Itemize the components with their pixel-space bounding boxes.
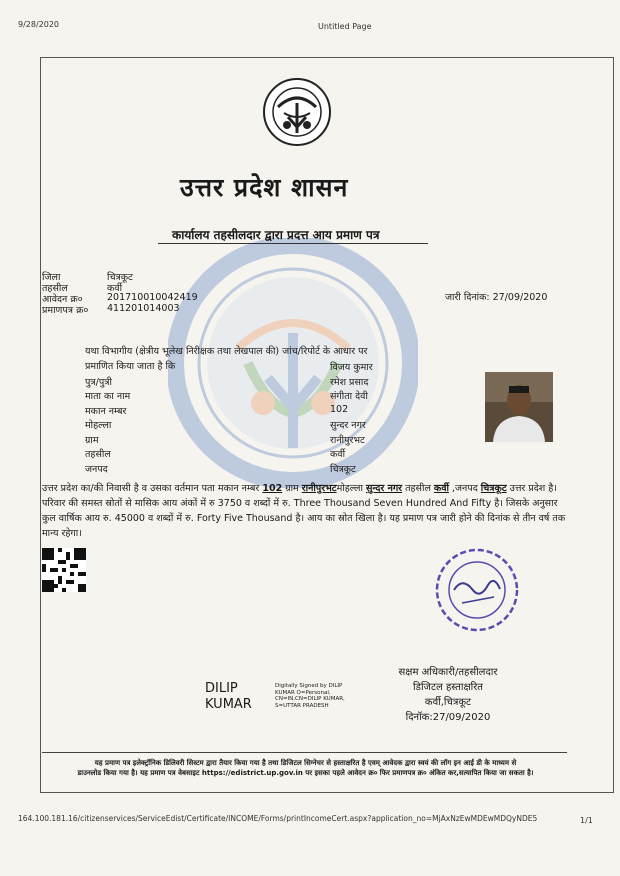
para-village: रानीपुरभट <box>301 483 337 494</box>
digital-sign-line: KUMAR O=Personal, <box>275 689 331 696</box>
detail-label: मोहल्ला <box>85 420 112 431</box>
detail-label: ग्राम <box>85 434 99 446</box>
detail-label: तहसील <box>85 449 111 460</box>
para-text: ,जनपद <box>448 483 481 494</box>
print-page-title: Untitled Page <box>318 22 372 31</box>
footer-line: यह प्रमाण पत्र इलेक्ट्रॉनिक डिलिवरी सिस्टम द्वारा तैयार किया गया है तथा डिजिटल सिग्नेचर से हस्ताक्षरित है एवम् आवेदक द्वारा स्वयं की लॉग इन आई डी के माध्यम से <box>94 759 517 767</box>
detail-label <box>85 360 330 375</box>
info-value: 411201014003 <box>107 303 180 314</box>
info-label: तहसील <box>42 283 68 294</box>
info-label: जिला <box>42 272 61 283</box>
detail-value: संगीता देवी <box>330 391 368 402</box>
footer-divider <box>42 752 567 753</box>
info-block <box>42 270 198 314</box>
footer-line: डाउनलोड किया गया है। यह प्रमाण पत्र वेबसाइट https://edistrict.up.gov.in पर इसका पहले आवेदन क्र० फिर प्रमाणपत्र क्र० अंकित कर,सत्यापित किया जा सकता है। <box>77 769 534 777</box>
info-label: प्रमाणपत्र क्र० <box>42 305 89 316</box>
print-url: 164.100.181.16/citizenservices/ServiceEdist/Certificate/INCOME/Forms/printIncomeCert.aspx?application_no=MjAxNzEwMDEwMDQyNDE5 <box>18 814 538 823</box>
print-date: 9/28/2020 <box>18 20 60 29</box>
detail-label: माता का नाम <box>85 391 131 402</box>
signer-name-line: KUMAR <box>205 697 252 712</box>
para-mohalla: सुन्दर नगर <box>365 483 403 494</box>
table-row <box>85 462 373 477</box>
authority-line: सक्षम अधिकारी/तहसीलदार <box>398 667 498 678</box>
detail-value: रमेश प्रसाद <box>330 376 369 388</box>
para-house: 102 <box>262 483 283 494</box>
detail-value: कर्वी <box>330 449 346 460</box>
table-row <box>85 418 373 433</box>
authority-line: कर्वी,चित्रकूट <box>424 697 472 708</box>
qr-code-icon <box>42 548 86 592</box>
subtitle-underline <box>158 243 428 244</box>
table-row <box>85 447 373 462</box>
footer-note <box>48 758 563 778</box>
authority-line: दिनॉक:27/09/2020 <box>405 712 491 723</box>
table-row <box>85 433 373 448</box>
official-stamp-icon <box>432 545 522 635</box>
detail-value: चित्रकूट <box>330 463 356 475</box>
detail-value: सुन्दर नगर <box>330 420 366 431</box>
detail-label: जनपद <box>85 463 108 475</box>
person-photo-icon <box>485 372 553 442</box>
table-row <box>85 389 373 404</box>
info-row <box>42 281 198 292</box>
info-row <box>42 270 198 281</box>
para-tehsil: कर्वी <box>433 483 449 494</box>
detail-value: विजय कुमार <box>330 362 373 373</box>
authority-block <box>378 665 518 725</box>
info-label: आवेदन क्र० <box>42 294 83 305</box>
certificate-paragraph <box>42 481 567 541</box>
para-text: ग्राम <box>282 483 302 494</box>
digital-signature-info <box>275 683 345 709</box>
digital-sign-line: CN=IN,CN=DILIP KUMAR, <box>275 696 345 702</box>
para-district: चित्रकूट <box>480 483 507 494</box>
up-emblem-icon <box>262 77 332 147</box>
certificate-title: उत्तर प्रदेश शासन <box>180 173 349 202</box>
para-text: तहसील <box>402 483 434 494</box>
info-value: चित्रकूट <box>107 272 133 283</box>
table-row <box>85 404 373 419</box>
info-row <box>42 303 198 314</box>
authority-line: डिजिटल हस्ताक्षरित <box>413 682 483 693</box>
signer-name <box>205 681 252 713</box>
certificate-subtitle: कार्यालय तहसीलदार द्वारा प्रदत्त आय प्रमाण पत्र <box>172 228 380 242</box>
table-row <box>85 375 373 390</box>
digital-sign-line: S=UTTAR PRADESH <box>275 702 329 709</box>
table-row <box>85 360 373 375</box>
signer-name-line: DILIP <box>205 681 238 696</box>
issue-date: जारी दिनांक: 27/09/2020 <box>445 292 548 303</box>
para-text: उत्तर प्रदेश का/की निवासी है व उसका वर्तमान पता मकान नम्बर <box>42 483 263 494</box>
para-text: मोहल्ला <box>336 483 366 494</box>
info-value: कर्वी <box>107 283 123 294</box>
details-table <box>85 360 373 476</box>
info-value: 201710010042419 <box>107 292 198 303</box>
print-page-number: 1/1 <box>580 816 593 825</box>
detail-value: रानीपुरभट <box>330 434 365 446</box>
detail-value: 102 <box>330 403 349 415</box>
info-row <box>42 292 198 303</box>
para-text: उत्तर प्रदेश है। परिवार की समस्त स्रोतों से मासिक आय अंकों में रु 3750 व शब्दों में रु. Three Thousand Seven Hundred And Fifty है। जिसके अनुसार कुल वार्षिक आय रु. 45000 व शब्दों में रु. Forty Five Thousand है। आय का स्रोत खिला है। यह प्रमाण पत्र जारी होने की दिनांक से तीन वर्ष तक मान्य रहेगा। <box>42 483 566 539</box>
intro-line-1: यथा विभागीय (क्षेत्रीय भूलेख निरीक्षक तथा लेखपाल की) जांच/रिपोर्ट के आधार पर <box>85 346 368 357</box>
digital-sign-line: Digitally Signed by DILIP <box>275 683 343 689</box>
intro-line-2: प्रमाणित किया जाता है कि <box>85 361 176 372</box>
detail-label: पुत्र/पुत्री <box>85 376 112 388</box>
detail-label: मकान नम्बर <box>85 405 127 417</box>
applicant-photo <box>485 372 553 442</box>
